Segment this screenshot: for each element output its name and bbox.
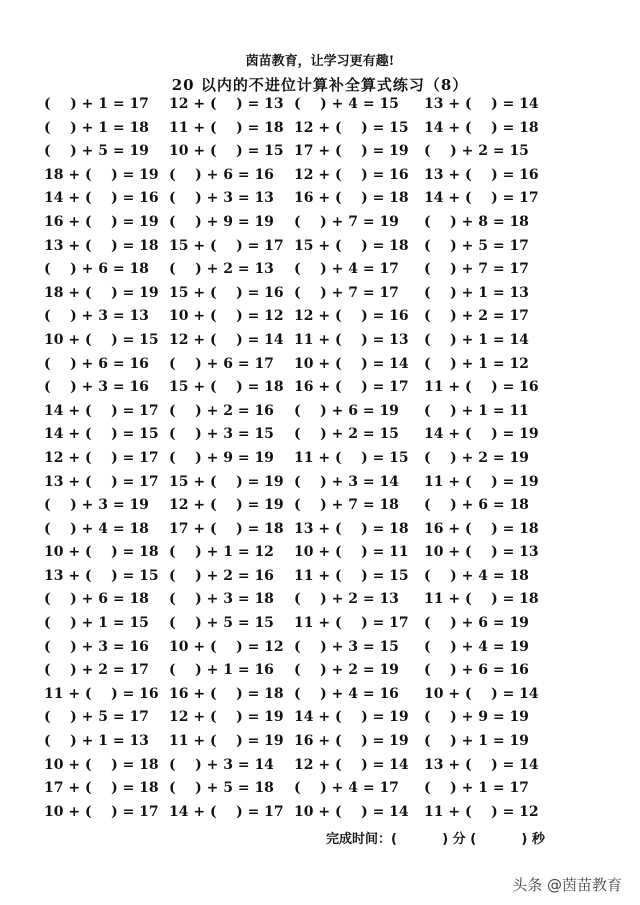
exercise-row xyxy=(44,379,604,403)
exercise-item: ( ) + 3 = 16 xyxy=(44,379,149,396)
exercise-item: ( ) + 6 = 18 xyxy=(44,591,149,608)
exercise-item: ( ) + 7 = 19 xyxy=(294,213,399,230)
exercise-item: ( ) + 1 = 13 xyxy=(424,284,529,301)
exercise-item: ( ) + 4 = 19 xyxy=(424,638,529,655)
exercise-row xyxy=(44,450,604,474)
exercise-item: 12 + ( ) = 13 xyxy=(169,96,284,112)
exercise-item: ( ) + 2 = 13 xyxy=(294,591,399,608)
exercise-item: 14 + ( ) = 19 xyxy=(294,709,409,726)
exercise-item: ( ) + 4 = 17 xyxy=(294,780,399,797)
exercise-row xyxy=(44,568,604,592)
exercise-row xyxy=(44,521,604,545)
exercise-item: 13 + ( ) = 17 xyxy=(44,473,159,490)
exercise-item: ( ) + 9 = 19 xyxy=(424,709,529,726)
completion-time: 完成时间：( ) 分 ( ) 秒 xyxy=(326,832,545,847)
exercise-item: ( ) + 7 = 18 xyxy=(294,497,399,514)
exercise-item: 11 + ( ) = 19 xyxy=(424,473,539,490)
exercise-item: 16 + ( ) = 18 xyxy=(424,520,539,537)
exercise-item: ( ) + 1 = 17 xyxy=(424,780,529,797)
exercise-item: 10 + ( ) = 13 xyxy=(424,544,539,561)
exercise-item: ( ) + 2 = 16 xyxy=(169,567,274,584)
exercise-item: 14 + ( ) = 18 xyxy=(424,119,539,136)
exercise-row xyxy=(44,403,604,427)
exercise-item: ( ) + 2 = 16 xyxy=(169,402,274,419)
exercise-row xyxy=(44,780,604,804)
exercise-item: ( ) + 2 = 17 xyxy=(424,308,529,325)
exercise-row xyxy=(44,332,604,356)
exercise-item: 11 + ( ) = 12 xyxy=(424,803,539,820)
exercise-row xyxy=(44,238,604,262)
exercise-item: ( ) + 5 = 19 xyxy=(44,143,149,160)
exercise-item: 12 + ( ) = 14 xyxy=(169,331,284,348)
exercise-item: 11 + ( ) = 19 xyxy=(169,733,284,750)
exercise-row xyxy=(44,120,604,144)
exercise-row xyxy=(44,426,604,450)
exercise-item: ( ) + 1 = 15 xyxy=(44,615,149,632)
exercise-item: ( ) + 3 = 15 xyxy=(294,638,399,655)
exercise-item: 16 + ( ) = 19 xyxy=(294,733,409,750)
exercise-item: 15 + ( ) = 19 xyxy=(169,473,284,490)
exercise-row xyxy=(44,96,604,120)
exercise-row xyxy=(44,190,604,214)
exercise-item: ( ) + 6 = 19 xyxy=(424,615,529,632)
exercise-item: ( ) + 6 = 18 xyxy=(44,261,149,278)
header-subtitle: 茵苗教育，让学习更有趣! xyxy=(245,54,395,69)
exercise-item: 10 + ( ) = 12 xyxy=(169,638,284,655)
exercise-item: ( ) + 3 = 14 xyxy=(169,756,274,773)
exercise-item: 10 + ( ) = 14 xyxy=(294,803,409,820)
exercise-item: 13 + ( ) = 14 xyxy=(424,756,539,773)
exercise-row xyxy=(44,709,604,733)
exercise-item: 15 + ( ) = 16 xyxy=(169,284,284,301)
exercise-item: 10 + ( ) = 15 xyxy=(169,143,284,160)
watermark: 头条 @茵苗教育 xyxy=(512,876,622,894)
exercise-item: 10 + ( ) = 14 xyxy=(424,685,539,702)
exercise-item: ( ) + 9 = 19 xyxy=(169,213,274,230)
exercise-item: 10 + ( ) = 17 xyxy=(44,803,159,820)
exercise-row xyxy=(44,662,604,686)
exercise-item: 17 + ( ) = 18 xyxy=(169,520,284,537)
exercise-item: 10 + ( ) = 18 xyxy=(44,544,159,561)
exercise-row xyxy=(44,544,604,568)
exercise-item: ( ) + 1 = 11 xyxy=(424,402,529,419)
exercise-item: 10 + ( ) = 12 xyxy=(169,308,284,325)
exercise-item: 13 + ( ) = 16 xyxy=(424,166,539,183)
exercise-item: ( ) + 3 = 19 xyxy=(44,497,149,514)
exercise-item: ( ) + 6 = 16 xyxy=(169,166,274,183)
exercise-item: ( ) + 1 = 12 xyxy=(169,544,274,561)
exercise-row xyxy=(44,285,604,309)
exercise-item: ( ) + 5 = 17 xyxy=(424,237,529,254)
exercise-item: 14 + ( ) = 17 xyxy=(169,803,284,820)
exercise-item: ( ) + 6 = 17 xyxy=(169,355,274,372)
exercise-item: ( ) + 1 = 18 xyxy=(44,119,149,136)
exercise-row xyxy=(44,804,604,828)
exercise-item: ( ) + 4 = 18 xyxy=(44,520,149,537)
exercise-item: 16 + ( ) = 18 xyxy=(294,190,409,207)
exercise-item: ( ) + 5 = 17 xyxy=(44,709,149,726)
exercise-row xyxy=(44,261,604,285)
exercise-item: ( ) + 1 = 14 xyxy=(424,331,529,348)
exercise-item: ( ) + 5 = 18 xyxy=(169,780,274,797)
exercise-item: 14 + ( ) = 19 xyxy=(424,426,539,443)
exercise-item: ( ) + 2 = 13 xyxy=(169,261,274,278)
exercise-item: 17 + ( ) = 18 xyxy=(44,780,159,797)
exercise-item: ( ) + 3 = 15 xyxy=(169,426,274,443)
exercise-item: ( ) + 6 = 16 xyxy=(424,662,529,679)
exercise-row xyxy=(44,639,604,663)
exercise-row xyxy=(44,356,604,380)
exercise-item: 11 + ( ) = 15 xyxy=(294,567,409,584)
exercise-item: 14 + ( ) = 17 xyxy=(44,402,159,419)
exercise-item: ( ) + 2 = 19 xyxy=(424,449,529,466)
exercise-item: ( ) + 8 = 18 xyxy=(424,213,529,230)
exercise-item: ( ) + 1 = 13 xyxy=(44,733,149,750)
exercise-grid xyxy=(44,96,604,827)
exercise-item: 11 + ( ) = 15 xyxy=(294,449,409,466)
exercise-item: 10 + ( ) = 15 xyxy=(44,331,159,348)
exercise-row xyxy=(44,308,604,332)
exercise-item: ( ) + 4 = 18 xyxy=(424,567,529,584)
exercise-item: ( ) + 4 = 15 xyxy=(294,96,399,112)
exercise-item: 18 + ( ) = 19 xyxy=(44,284,159,301)
exercise-item: ( ) + 6 = 18 xyxy=(424,497,529,514)
exercise-item: 11 + ( ) = 18 xyxy=(424,591,539,608)
exercise-item: ( ) + 1 = 17 xyxy=(44,96,149,112)
exercise-item: 17 + ( ) = 19 xyxy=(294,143,409,160)
exercise-item: 11 + ( ) = 18 xyxy=(169,119,284,136)
exercise-row xyxy=(44,591,604,615)
exercise-item: ( ) + 3 = 16 xyxy=(44,638,149,655)
exercise-item: ( ) + 6 = 16 xyxy=(44,355,149,372)
exercise-item: ( ) + 1 = 19 xyxy=(424,733,529,750)
exercise-row xyxy=(44,686,604,710)
exercise-item: ( ) + 3 = 14 xyxy=(294,473,399,490)
exercise-item: 12 + ( ) = 17 xyxy=(44,449,159,466)
exercise-item: 14 + ( ) = 15 xyxy=(44,426,159,443)
exercise-item: 15 + ( ) = 17 xyxy=(169,237,284,254)
exercise-item: ( ) + 2 = 17 xyxy=(44,662,149,679)
exercise-row xyxy=(44,497,604,521)
exercise-row xyxy=(44,733,604,757)
exercise-item: 16 + ( ) = 19 xyxy=(44,213,159,230)
exercise-item: ( ) + 2 = 15 xyxy=(294,426,399,443)
exercise-row xyxy=(44,214,604,238)
exercise-item: 13 + ( ) = 14 xyxy=(424,96,539,112)
exercise-row xyxy=(44,474,604,498)
exercise-item: ( ) + 1 = 12 xyxy=(424,355,529,372)
exercise-item: 15 + ( ) = 18 xyxy=(294,237,409,254)
exercise-item: 11 + ( ) = 17 xyxy=(294,615,409,632)
exercise-item: 11 + ( ) = 16 xyxy=(44,685,159,702)
exercise-row xyxy=(44,143,604,167)
exercise-item: 10 + ( ) = 18 xyxy=(44,756,159,773)
exercise-item: 12 + ( ) = 16 xyxy=(294,166,409,183)
exercise-item: ( ) + 2 = 19 xyxy=(294,662,399,679)
exercise-item: 13 + ( ) = 15 xyxy=(44,567,159,584)
exercise-item: ( ) + 7 = 17 xyxy=(424,261,529,278)
exercise-item: ( ) + 5 = 15 xyxy=(169,615,274,632)
exercise-item: 18 + ( ) = 19 xyxy=(44,166,159,183)
exercise-item: 10 + ( ) = 11 xyxy=(294,544,409,561)
exercise-item: 11 + ( ) = 16 xyxy=(424,379,539,396)
exercise-item: 12 + ( ) = 19 xyxy=(169,497,284,514)
exercise-item: 12 + ( ) = 15 xyxy=(294,119,409,136)
exercise-item: ( ) + 4 = 17 xyxy=(294,261,399,278)
exercise-item: 16 + ( ) = 17 xyxy=(294,379,409,396)
exercise-item: ( ) + 2 = 15 xyxy=(424,143,529,160)
exercise-item: 13 + ( ) = 18 xyxy=(294,520,409,537)
exercise-item: 15 + ( ) = 18 xyxy=(169,379,284,396)
exercise-item: 13 + ( ) = 18 xyxy=(44,237,159,254)
exercise-row xyxy=(44,757,604,781)
exercise-item: ( ) + 3 = 18 xyxy=(169,591,274,608)
exercise-item: ( ) + 4 = 16 xyxy=(294,685,399,702)
exercise-item: 12 + ( ) = 14 xyxy=(294,756,409,773)
worksheet-title: 20 以内的不进位计算补全算式练习（8） xyxy=(171,76,469,94)
exercise-item: 12 + ( ) = 19 xyxy=(169,709,284,726)
exercise-row xyxy=(44,167,604,191)
exercise-item: 14 + ( ) = 17 xyxy=(424,190,539,207)
exercise-item: 10 + ( ) = 14 xyxy=(294,355,409,372)
exercise-row xyxy=(44,615,604,639)
exercise-item: ( ) + 9 = 19 xyxy=(169,449,274,466)
exercise-item: 16 + ( ) = 18 xyxy=(169,685,284,702)
exercise-item: ( ) + 1 = 16 xyxy=(169,662,274,679)
exercise-item: ( ) + 3 = 13 xyxy=(169,190,274,207)
exercise-item: 12 + ( ) = 16 xyxy=(294,308,409,325)
exercise-item: ( ) + 3 = 13 xyxy=(44,308,149,325)
exercise-item: 11 + ( ) = 13 xyxy=(294,331,409,348)
exercise-item: 14 + ( ) = 16 xyxy=(44,190,159,207)
exercise-item: ( ) + 7 = 17 xyxy=(294,284,399,301)
exercise-item: ( ) + 6 = 19 xyxy=(294,402,399,419)
